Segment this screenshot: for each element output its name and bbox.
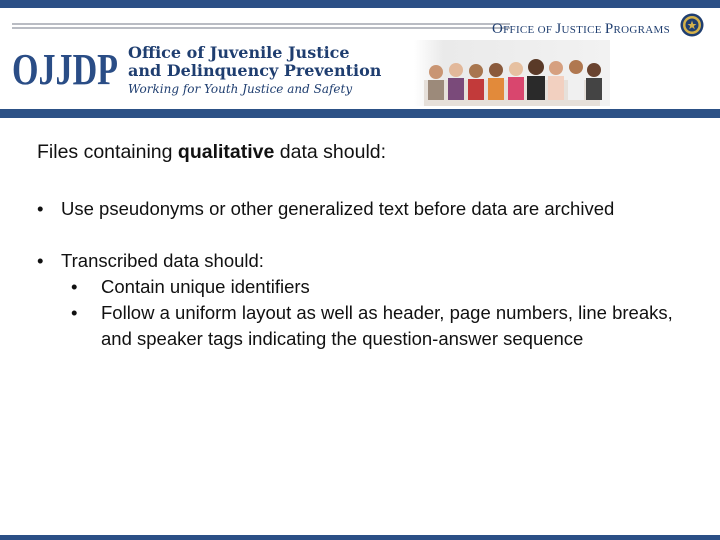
slide-heading — [37, 140, 687, 164]
agency-title-line2: and Delinquency Prevention — [128, 61, 382, 80]
bullet-list — [37, 196, 687, 352]
agency-title — [128, 44, 381, 80]
bullet-text: Use pseudonyms or other generalized text before data are archived — [61, 198, 615, 219]
bullet-icon: • — [71, 302, 78, 323]
agency-title-line1: Office of Juvenile Justice — [128, 43, 350, 62]
bullet-icon: • — [37, 198, 44, 219]
heading-emphasis: qualitative — [177, 141, 275, 163]
youth-group-photo — [414, 40, 610, 106]
bottom-accent-bar — [0, 535, 720, 540]
header-gray-lines — [12, 23, 510, 31]
agency-tagline: Working for Youth Justice and Safety — [128, 82, 353, 96]
heading-text-end: data should: — [274, 141, 387, 163]
sub-bullet-text: Follow a uniform layout as well as header, page numbers, line breaks, and speaker tags indicating the question-answer sequence — [101, 302, 673, 349]
sub-bullet-layout — [61, 300, 687, 352]
slide-content — [37, 140, 687, 352]
doj-seal-icon — [680, 13, 704, 37]
header-rule — [0, 109, 720, 118]
sub-bullet-identifiers — [61, 274, 687, 300]
heading-text-start: Files containing — [37, 141, 178, 163]
bullet-item-transcribed — [37, 248, 687, 352]
bullet-text: Transcribed data should: — [61, 250, 264, 271]
top-accent-bar — [0, 0, 720, 8]
ojp-wordmark: OFFICE OF JUSTICE PROGRAMS — [491, 21, 670, 37]
svg-text:OJJDP: OJJDP — [12, 45, 118, 94]
bullet-icon: • — [71, 276, 78, 297]
sub-bullet-list — [61, 274, 687, 352]
ojjdp-logo — [12, 44, 120, 98]
bullet-icon: • — [37, 250, 44, 271]
sub-bullet-text: Contain unique identifiers — [101, 276, 310, 297]
bullet-item-pseudonyms — [37, 196, 687, 222]
